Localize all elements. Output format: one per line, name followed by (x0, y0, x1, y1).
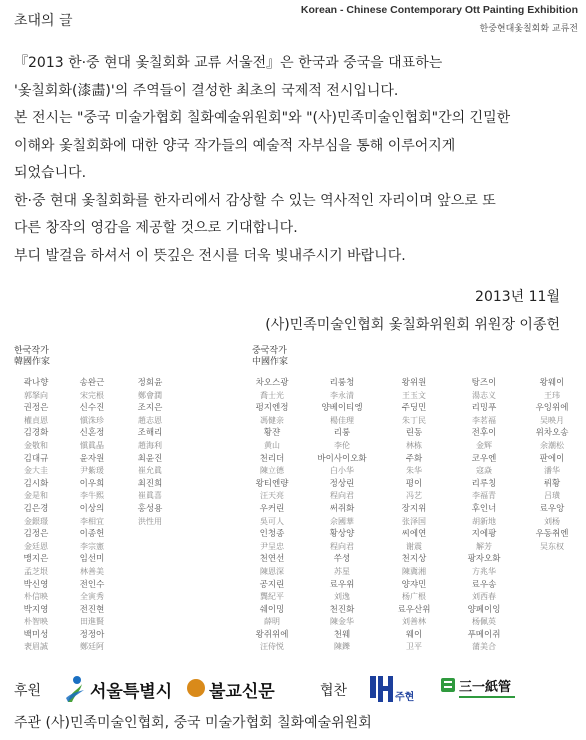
artist-name-ko: 신수진 (79, 403, 105, 414)
artist-name-ko: 전인수 (79, 579, 105, 590)
artist-name-ko: 팡자오화 (467, 554, 501, 565)
invitation-date: 2013년 11월 (475, 289, 560, 305)
artist-name-ko: 료우위 (329, 579, 355, 590)
artist-name-ko: 왕위원 (401, 378, 427, 388)
artist-name-ko: 왕쥐위에 (255, 629, 289, 640)
artist-name-ko: 권정은 (23, 403, 49, 414)
artist-name-ko: 김정은 (23, 529, 49, 540)
artist-name-ko: 리룽 (333, 428, 351, 439)
artist-name-ko: 정정아 (79, 629, 105, 640)
artist-name-hanja: 寇焱 (476, 466, 492, 476)
artist-name-hanja: 金敬和 (24, 440, 48, 450)
body-line: '옻칠회화(漆畵)'의 주역들이 결성한 최초의 국제적 전시입니다. (14, 82, 399, 99)
artist-name-hanja: 愼眞晶 (80, 440, 104, 450)
artist-name-ko: 조해리 (137, 428, 163, 439)
artist-name-ko: 우잉위에 (535, 403, 569, 414)
artist-name-hanja: 尹紫瑗 (80, 466, 104, 476)
artist-name-ko: 공지린 (259, 579, 285, 590)
bulgyo-logo-icon (187, 679, 205, 697)
artist-name-ko: 김은경 (23, 503, 49, 514)
artist-name-hanja: 刘杨 (544, 516, 560, 526)
artist-name-ko: 평이 (405, 478, 423, 489)
page-title: 초대의 글 (14, 13, 73, 29)
artist-name-hanja: 吴映月 (540, 415, 564, 425)
sponsor-row (14, 674, 574, 710)
artist-name-ko: 료우산위 (397, 604, 431, 615)
artist-name-hanja: 朱丁民 (402, 415, 426, 425)
korean-column (116, 377, 184, 528)
artist-name-hanja: 张泽国 (402, 516, 426, 526)
artist-name-ko: 홍성용 (137, 503, 163, 514)
samil-logo-icon (439, 674, 529, 706)
artist-name-ko: 장지위 (401, 503, 427, 514)
artist-name-ko: 쉐이밍 (259, 604, 285, 615)
chinese-column (380, 377, 448, 654)
artist-name-ko: 박지영 (23, 604, 49, 615)
artist-name-ko: 뤼황 (543, 478, 561, 489)
artist-name-ko: 리루칭 (471, 478, 497, 489)
body-line: 부디 발걸음 하셔서 이 뜻깊은 전시를 더욱 빛내주시기 바랍니다. (14, 247, 406, 264)
seoul-sponsor-name: 서울특별시 (90, 682, 173, 702)
artist-name-hanja: 刘逸 (334, 592, 350, 602)
artist-name-hanja: 刘西春 (472, 592, 496, 602)
artist-name-ko: 린동 (405, 428, 423, 439)
bulgyo-sponsor-name: 불교신문 (209, 682, 275, 702)
artist-name-hanja: 田進賢 (80, 617, 104, 627)
samil-logo-text: 三一紙管 (459, 680, 512, 695)
artist-name-hanja: 陳金华 (330, 617, 354, 627)
korean-heading-ko: 한국작가 (14, 346, 49, 356)
artist-name-ko: 천지상 (401, 554, 427, 565)
artist-name-hanja: 洪性用 (138, 516, 162, 526)
jh-logo-text: 주현 (395, 692, 415, 703)
artist-name-hanja: 佘國華 (330, 516, 354, 526)
artist-name-hanja: 鄭會潤 (138, 390, 162, 400)
artist-name-hanja: 吳可人 (260, 516, 284, 526)
artist-name-hanja: 趙海利 (138, 440, 162, 450)
artist-name-ko: 윤자원 (79, 453, 105, 464)
artist-name-ko: 이우희 (79, 478, 105, 489)
artist-name-hanja: 金辉 (476, 440, 492, 450)
chinese-heading-hj: 中國作家 (252, 357, 289, 367)
artist-name-hanja: 吴东权 (540, 541, 564, 551)
artist-name-ko: 황상양 (329, 529, 355, 540)
artist-name-ko: 왕티엔량 (255, 478, 289, 489)
chinese-artists-heading (252, 346, 288, 368)
artist-name-ko: 송완근 (79, 378, 105, 388)
artist-name-ko: 주딩민 (401, 403, 427, 414)
artist-name-ko: 왕웨이 (539, 378, 565, 388)
artist-name-hanja: 李福青 (472, 491, 496, 501)
korean-artists-heading (14, 346, 50, 368)
artist-name-ko: 이상의 (79, 503, 105, 514)
artist-name-hanja: 李伦 (334, 440, 350, 450)
artist-name-hanja: 杨佩英 (472, 617, 496, 627)
artist-name-ko: 리룽청 (329, 378, 355, 388)
artist-name-hanja: 權貞恩 (24, 415, 48, 425)
artist-name-ko: 김대규 (23, 453, 49, 464)
artist-name-hanja: 潘华 (544, 466, 560, 476)
artist-name-ko: 김경화 (23, 428, 49, 439)
body-line: 이해와 옻칠회화에 대한 양국 작가들의 예술적 자부심을 통해 이루어지게 (14, 137, 456, 154)
invitation-signer: (사)민족미술인협회 옻칠화위원회 위원장 이종헌 (265, 317, 560, 333)
artist-name-ko: 김시화 (23, 478, 49, 489)
artist-name-hanja: 崔允眞 (138, 466, 162, 476)
artist-name-hanja: 李宗憲 (80, 541, 104, 551)
artist-name-hanja: 林善美 (80, 566, 104, 576)
artist-name-hanja: 薛明 (264, 617, 280, 627)
artist-name-ko: 전진현 (79, 604, 105, 615)
body-line: 다른 창작의 영감을 제공할 것으로 기대합니다. (14, 220, 298, 236)
artist-name-ko: 정상린 (329, 478, 355, 489)
artist-name-hanja: 汪天亮 (260, 491, 284, 501)
artist-name-ko: 코우엔 (471, 453, 497, 464)
exhibition-header (301, 4, 578, 34)
artist-name-ko: 우동취엔 (535, 529, 569, 540)
artist-name-ko: 료우앙 (539, 503, 565, 514)
artist-name-ko: 쑤셩 (333, 554, 351, 565)
artist-name-hanja: 陳恩深 (260, 566, 284, 576)
artist-name-hanja: 鄭廷阿 (80, 642, 104, 652)
artist-name-ko: 바이사이오화 (317, 453, 367, 464)
artist-name-ko: 신혼정 (79, 428, 105, 439)
artist-name-hanja: 孟芝垠 (24, 566, 48, 576)
artist-name-hanja: 冯艺 (406, 491, 422, 501)
artist-name-hanja: 李永清 (330, 390, 354, 400)
artist-name-hanja: 金大圭 (24, 466, 48, 476)
artist-name-ko: 푸메이쥐 (467, 629, 501, 640)
support-label: 후원 (14, 683, 42, 699)
jh-logo-icon (366, 674, 418, 706)
artist-name-hanja: 朴智映 (24, 617, 48, 627)
chinese-column (450, 377, 518, 654)
artist-name-ko: 박신영 (23, 579, 49, 590)
artist-name-ko: 탕즈이 (471, 378, 497, 388)
artist-name-hanja: 金是和 (24, 491, 48, 501)
artist-name-hanja: 程向君 (330, 491, 354, 501)
artist-name-hanja: 蒲美合 (472, 642, 496, 652)
artist-name-hanja: 李牛熙 (80, 491, 104, 501)
artist-name-hanja: 谢震 (406, 541, 422, 551)
artist-name-ko: 황쟌 (263, 428, 281, 439)
artist-name-ko: 인청종 (259, 529, 285, 540)
artist-name-ko: 후인너 (471, 503, 497, 514)
artist-name-ko: 임선미 (79, 554, 105, 565)
artist-name-ko: 이종헌 (79, 529, 105, 540)
artist-name-hanja: 楊佳理 (330, 415, 354, 425)
artist-name-hanja: 苏星 (334, 566, 350, 576)
artist-name-ko: 판에이 (539, 453, 565, 464)
artist-name-ko: 양페이잉 (467, 604, 501, 615)
artist-name-hanja: 程向君 (330, 541, 354, 551)
artist-name-ko: 지에팡 (471, 529, 497, 540)
cosponsor-label: 협찬 (320, 683, 348, 699)
artist-name-hanja: 卫平 (406, 642, 422, 652)
artist-name-hanja: 全寅秀 (80, 592, 104, 602)
body-line: 한·중 현대 옻칠회화를 한자리에서 감상할 수 있는 역사적인 자리이며 앞으로 또 (14, 192, 496, 209)
artist-name-hanja: 陳冀湘 (402, 566, 426, 576)
artist-name-hanja: 金廷恩 (24, 541, 48, 551)
artist-name-hanja: 朴信映 (24, 592, 48, 602)
exhibition-title-en: Korean - Chinese Contemporary Ott Painting Exhibition (300, 4, 578, 16)
artist-name-hanja: 金銀璟 (24, 516, 48, 526)
artist-name-ko: 차오스광 (255, 378, 289, 388)
artist-name-hanja: 汪侍悦 (260, 642, 284, 652)
artist-name-hanja: 刘善林 (402, 617, 426, 627)
invitation-body (14, 50, 574, 270)
artist-name-hanja: 湯志义 (472, 390, 496, 400)
artist-name-hanja: 裵眉誠 (24, 642, 48, 652)
artist-name-hanja: 林栋 (406, 440, 422, 450)
artist-name-ko: 맹지은 (23, 554, 49, 565)
artist-name-ko: 웨이 (405, 629, 423, 640)
chinese-column (238, 377, 306, 654)
artist-name-ko: 씨에연 (401, 529, 427, 540)
artist-name-ko: 우커린 (259, 503, 285, 514)
artist-name-hanja: 黄山 (264, 440, 280, 450)
artist-name-ko: 주화 (405, 453, 423, 464)
body-line: 『2013 한·중 현대 옻칠회화 교류 서울전』은 한국과 중국을 대표하는 (14, 55, 443, 71)
artist-name-ko: 료우송 (471, 579, 497, 590)
artist-name-hanja: 喬士光 (260, 390, 284, 400)
artist-name-ko: 조지은 (137, 403, 163, 414)
artist-name-ko: 곽나향 (23, 378, 49, 388)
chinese-column (518, 377, 586, 553)
body-line: 되었습니다. (14, 165, 87, 181)
artist-name-ko: 리밍푸 (471, 403, 497, 414)
artist-name-hanja: 王玮 (544, 390, 560, 400)
artist-name-hanja: 郭拏向 (24, 390, 48, 400)
artist-name-hanja: 愼洙珍 (80, 415, 104, 425)
artist-name-ko: 정회윤 (137, 378, 163, 388)
artist-name-hanja: 杨广根 (402, 592, 426, 602)
artist-name-hanja: 方兆华 (472, 566, 496, 576)
korean-heading-hj: 韓國作家 (14, 357, 51, 367)
artist-name-hanja: 崔眞喜 (138, 491, 162, 501)
artist-name-hanja: 李相宜 (80, 516, 104, 526)
artist-name-hanja: 趙志恩 (138, 415, 162, 425)
artist-name-hanja: 陳鑠 (334, 642, 350, 652)
artist-name-ko: 써쥐화 (329, 503, 355, 514)
artist-name-hanja: 王玉文 (402, 390, 426, 400)
artist-name-ko: 양베이티엥 (321, 403, 363, 414)
chinese-column (308, 377, 376, 654)
body-line: 본 전시는 "중국 미술가협회 칠화예술위원회"와 "(사)민족미술인협회"간의 긴밀한 (14, 110, 511, 126)
artist-name-ko: 최진희 (137, 478, 163, 489)
artist-name-ko: 천연선 (259, 554, 285, 565)
artist-name-hanja: 白小华 (330, 466, 354, 476)
seoul-logo-icon (64, 674, 86, 704)
artist-name-ko: 천웨 (333, 629, 351, 640)
artist-name-hanja: 陳立德 (260, 466, 284, 476)
artist-name-hanja: 吕璜 (544, 491, 560, 501)
artist-name-hanja: 余潮松 (540, 440, 564, 450)
host-organizations: 주관 (사)민족미술인협회, 중국 미술가협회 칠화예술위원회 (14, 715, 372, 731)
artist-name-hanja: 解芳 (476, 541, 492, 551)
chinese-heading-ko: 중국작가 (252, 346, 287, 356)
artist-name-hanja: 朱华 (406, 466, 422, 476)
artist-name-ko: 백미성 (23, 629, 49, 640)
exhibition-title-ko: 한중현대옻칠회화 교류전 (479, 24, 578, 34)
artist-name-ko: 위차오송 (535, 428, 569, 439)
artist-name-ko: 천리더 (259, 453, 285, 464)
artist-name-ko: 전후이 (471, 428, 497, 439)
artist-name-ko: 펑지엔정 (255, 403, 289, 414)
artist-name-hanja: 尹呈忠 (260, 541, 284, 551)
artist-name-hanja: 胡新地 (472, 516, 496, 526)
artist-name-ko: 최윤진 (137, 453, 163, 464)
artist-name-hanja: 龔紀平 (260, 592, 284, 602)
artist-name-hanja: 馮健亲 (260, 415, 284, 425)
artist-name-ko: 양쟈민 (401, 579, 427, 590)
artist-name-hanja: 宋完根 (80, 390, 104, 400)
artist-name-ko: 천진화 (329, 604, 355, 615)
artist-name-hanja: 李茗福 (472, 415, 496, 425)
